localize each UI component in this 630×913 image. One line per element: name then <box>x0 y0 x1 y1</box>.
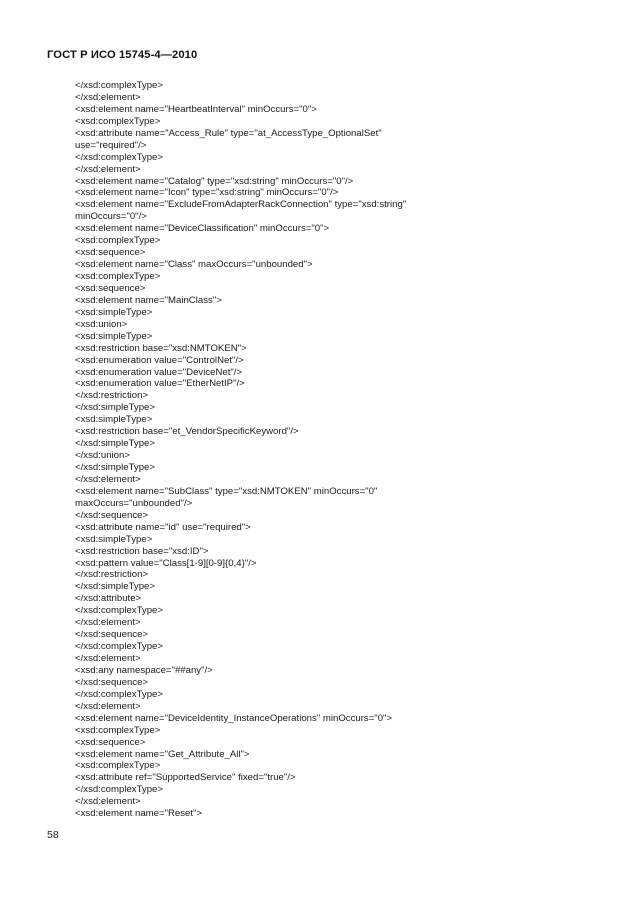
code-line: <xsd:element name="Icon" type="xsd:string" minOccurs="0"/> <box>75 187 339 199</box>
code-line: <xsd:restriction base="xsd:NMTOKEN"> <box>75 342 247 354</box>
code-line: <xsd:enumeration value="ControlNet"/> <box>75 354 244 366</box>
code-line: </xsd:complexType> <box>75 784 163 796</box>
code-line: <xsd:element name="DeviceIdentity_InstanceOperations" minOccurs="0"> <box>75 712 393 724</box>
code-line: </xsd:element> <box>75 653 141 664</box>
code-line: </xsd:complexType> <box>75 641 163 653</box>
code-line: <xsd:simpleType> <box>75 306 153 318</box>
code-line: <xsd:complexType> <box>75 760 161 772</box>
code-line: </xsd:sequence> <box>75 509 149 521</box>
code-line: <xsd:simpleType> <box>75 533 153 545</box>
code-line: minOccurs="0"/> <box>75 211 147 223</box>
code-line: </xsd:attribute> <box>75 593 142 605</box>
code-line: <xsd:enumeration value="EtherNetIP"/> <box>75 378 245 390</box>
code-line: <xsd:element name="Get_Attribute_All"> <box>75 748 250 760</box>
page-number: 58 <box>47 829 59 841</box>
code-line: <xsd:simpleType> <box>75 414 153 426</box>
code-line: </xsd:complexType> <box>75 605 163 617</box>
code-line: </xsd:simpleType> <box>75 462 155 473</box>
code-line: <xsd:enumeration value="DeviceNet"/> <box>75 366 243 378</box>
code-line: <xsd:element name="MainClass"> <box>75 294 222 306</box>
code-line: </xsd:complexType> <box>75 688 163 700</box>
code-line: </xsd:simpleType> <box>75 581 155 593</box>
xsd-code-listing <box>75 80 575 820</box>
code-line: <xsd:any namespace="##any"/> <box>75 664 213 676</box>
code-line: <xsd:sequence> <box>75 247 146 259</box>
code-line: use="required"/> <box>75 139 147 151</box>
code-line: <xsd:attribute name="Access_Rule" type="at_AccessType_OptionalSet" <box>75 127 382 139</box>
code-line: <xsd:element name="DeviceClassification" minOccurs="0"> <box>75 223 330 235</box>
code-line: </xsd:restriction> <box>75 390 149 402</box>
code-line: </xsd:simpleType> <box>75 402 155 414</box>
code-line: <xsd:element name="Catalog" type="xsd:string" minOccurs="0"/> <box>75 175 354 187</box>
code-line: <xsd:element name="Class" maxOccurs="unbounded"> <box>75 259 313 271</box>
code-line: <xsd:element name="HeartbeatInterval" minOccurs="0"> <box>75 103 317 115</box>
code-line: </xsd:element> <box>75 700 141 712</box>
code-line: </xsd:element> <box>75 163 141 175</box>
code-line: <xsd:complexType> <box>75 724 161 736</box>
code-line: maxOccurs="unbounded"/> <box>75 497 193 509</box>
code-line: <xsd:pattern value="Class[1-9][0-9]{0,4}"/> <box>75 557 257 569</box>
code-line: </xsd:sequence> <box>75 676 149 688</box>
code-line: <xsd:restriction base="et_VendorSpecificKeyword"/> <box>75 426 299 438</box>
code-line: </xsd:complexType> <box>75 80 163 91</box>
code-line: <xsd:simpleType> <box>75 330 153 342</box>
code-line: <xsd:union> <box>75 318 128 330</box>
document-header: ГОСТ Р ИСО 15745-4—2010 <box>47 49 198 61</box>
code-line: <xsd:sequence> <box>75 736 146 748</box>
code-line: <xsd:complexType> <box>75 271 161 282</box>
code-line: </xsd:element> <box>75 796 141 808</box>
code-line: <xsd:complexType> <box>75 115 161 127</box>
code-line: <xsd:restriction base="xsd:ID"> <box>75 545 209 557</box>
code-line: </xsd:union> <box>75 450 130 462</box>
code-line: </xsd:element> <box>75 473 141 485</box>
code-line: </xsd:complexType> <box>75 151 163 163</box>
code-line: <xsd:attribute ref="SupportedService" fixed="true"/> <box>75 772 296 784</box>
code-line: </xsd:restriction> <box>75 569 149 581</box>
code-line: </xsd:element> <box>75 91 141 103</box>
code-line: <xsd:sequence> <box>75 282 146 294</box>
code-line: </xsd:sequence> <box>75 629 149 641</box>
code-line: <xsd:element name="SubClass" type="xsd:NMTOKEN" minOccurs="0" <box>75 485 378 497</box>
code-line: <xsd:attribute name="id" use="required"> <box>75 521 251 533</box>
code-line: </xsd:simpleType> <box>75 438 155 450</box>
code-line: <xsd:complexType> <box>75 235 161 247</box>
code-line: </xsd:element> <box>75 617 141 629</box>
code-line: <xsd:element name="ExcludeFromAdapterRackConnection" type="xsd:string" <box>75 199 407 211</box>
code-line: <xsd:element name="Reset"> <box>75 808 203 820</box>
